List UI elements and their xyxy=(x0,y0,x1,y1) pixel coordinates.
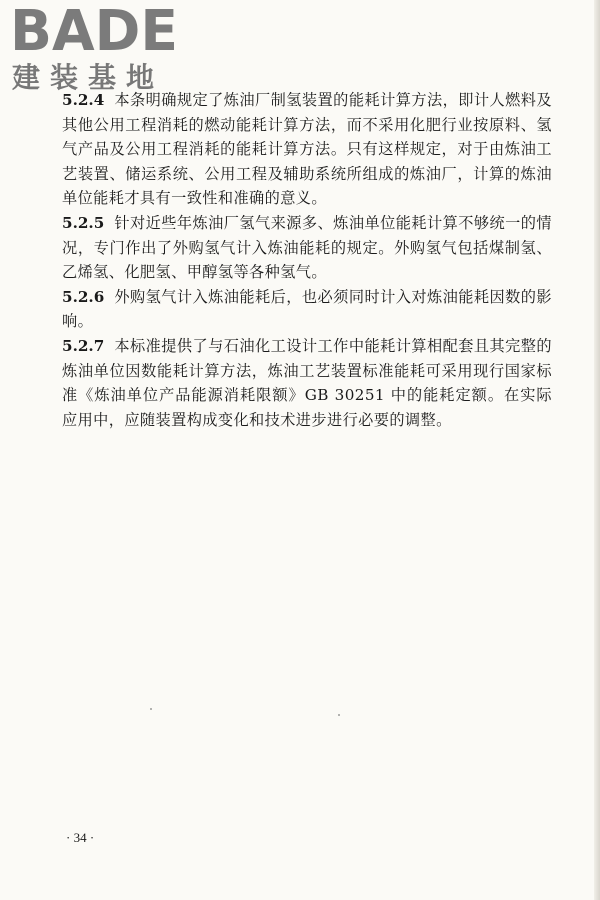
section-text: 外购氢气计入炼油能耗后，也必须同时计入对炼油能耗因数的影响。 xyxy=(62,287,552,331)
section-number: 5.2.7 xyxy=(62,336,105,355)
section-number: 5.2.4 xyxy=(62,91,105,109)
section-5-2-7 xyxy=(62,334,552,432)
section-5-2-4 xyxy=(62,88,552,211)
page-number: · 34 · xyxy=(66,830,95,845)
section-5-2-6 xyxy=(62,285,552,334)
scan-speck xyxy=(338,714,340,716)
scan-speck xyxy=(150,708,152,710)
section-5-2-5 xyxy=(62,211,552,285)
section-text: 本标准提供了与石油化工设计工作中能耗计算相配套且其完整的炼油单位因数能耗计算方法，炼油工艺装置标准能耗可采用现行国家标准《炼油单位产品能源消耗限额》GB 30251 中的能耗定额。在实际应用中，应随装置构成变化和技术进步进行必要的调整。 xyxy=(62,336,552,429)
document-body xyxy=(62,88,552,432)
section-text: 本条明确规定了炼油厂制氢装置的能耗计算方法，即计人燃料及其他公用工程消耗的燃动能耗计算方法，而不采用化肥行业按原料、氢气产品及公用工程消耗的能耗计算方法。只有这样规定，对于由炼油工艺装置、储运系统、公用工程及辅助系统所组成的炼油厂，计算的炼油单位能耗才具有一致性和准确的意义。 xyxy=(62,91,552,208)
logo xyxy=(10,2,190,94)
logo-brand: BADE xyxy=(10,2,178,54)
logo-wordmark xyxy=(10,2,182,54)
section-number: 5.2.5 xyxy=(62,213,105,232)
page-edge xyxy=(594,0,600,900)
logo-subtitle: 建装基地 xyxy=(12,61,165,94)
section-number: 5.2.6 xyxy=(62,287,105,306)
section-text: 针对近些年炼油厂氢气来源多、炼油单位能耗计算不够统一的情况，专门作出了外购氢气计入炼油能耗的规定。外购氢气包括煤制氢、乙烯氢、化肥氢、甲醇氢等各种氢气。 xyxy=(62,213,552,282)
